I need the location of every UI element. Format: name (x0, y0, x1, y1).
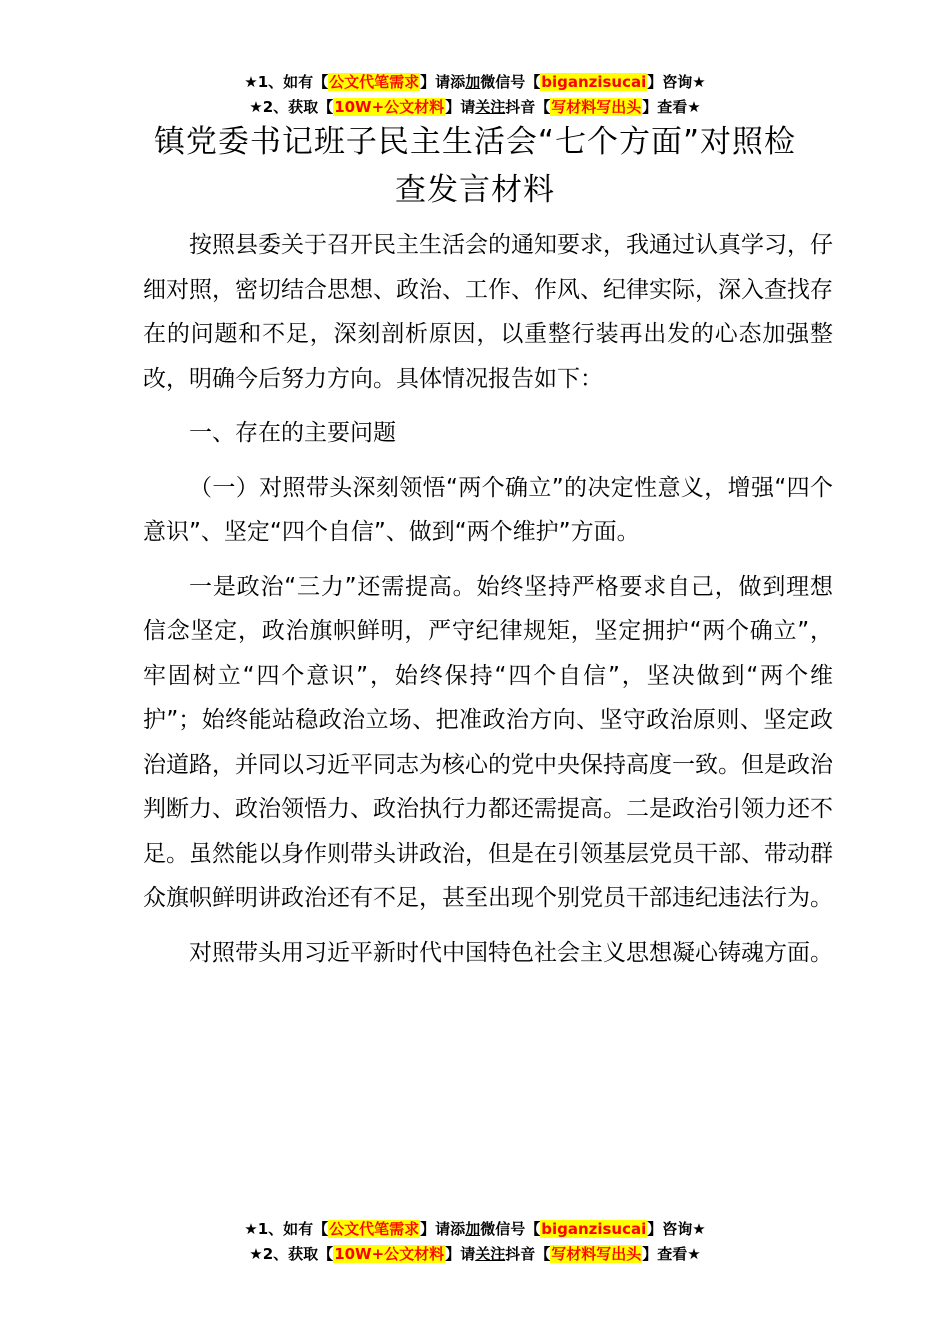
banner-text: 抖音【 (505, 1245, 551, 1263)
banner-text: ★1、如有【 (244, 1220, 329, 1238)
banner-highlight: 写材料写出头 (551, 1245, 642, 1263)
banner-highlight: biganzisucai (541, 73, 647, 91)
banner-text: 】查看★ (642, 98, 701, 116)
subsection-heading: （一）对照带头深刻领悟“两个确立”的决定性意义，增强“四个意识”、坚定“四个自信”、做到“两个维护”方面。 (143, 474, 833, 545)
banner-highlight: 10W+公文材料 (334, 98, 445, 116)
banner-text: 】请添 (420, 1220, 466, 1238)
document-body (143, 223, 833, 975)
banner-text: ★2、获取【 (249, 1245, 334, 1263)
banner-text: 】查看★ (642, 1245, 701, 1263)
banner-line-1 (0, 70, 950, 95)
document-title: 镇党委书记班子民主生活会“七个方面”对照检查发言材料 (153, 124, 797, 208)
banner-text: 】咨询★ (647, 73, 706, 91)
header-banner (0, 70, 950, 120)
banner-line-2 (0, 1242, 950, 1267)
banner-text: 】请添 (420, 73, 466, 91)
banner-underlined-text: 关注 (475, 1245, 506, 1263)
banner-highlight: 写材料写出头 (551, 98, 642, 116)
footer-banner (0, 1217, 950, 1267)
banner-text: 】请 (445, 1245, 476, 1263)
paragraph-intro: 按照县委关于召开民主生活会的通知要求，我通过认真学习，仔细对照，密切结合思想、政治、工作、作风、纪律实际，深入查找存在的问题和不足，深刻剖析原因，以重整行装再出发的心态加强整改，明确今后努力方向。具体情况报告如下： (143, 232, 833, 392)
banner-highlight: biganzisucai (541, 1220, 647, 1238)
paragraph-body: 一是政治“三力”还需提高。始终坚持严格要求自己，做到理想信念坚定，政治旗帜鲜明，严守纪律规矩，坚定拥护“两个确立”，牢固树立“四个意识”，始终保持“四个自信”，坚决做到“两个维护”；始终能站稳政治立场、把准政治方向、坚守政治原则、坚定政治道路，并同以习近平同志为核心的党中央保持高度一致。但是政治判断力、政治领悟力、政治执行力都还需提高。二是政治引领力还不足。虽然能以身作则带头讲政治，但是在引领基层党员干部、带动群众旗帜鲜明讲政治还有不足，甚至出现个别党员干部违纪违法行为。 (143, 573, 833, 911)
banner-text: ★1、如有【 (244, 73, 329, 91)
banner-highlight: 公文代笔需求 (329, 73, 420, 91)
banner-text: 】请 (445, 98, 476, 116)
banner-highlight: 10W+公文材料 (334, 1245, 445, 1263)
banner-line-1 (0, 1217, 950, 1242)
banner-text: ★2、获取【 (249, 98, 334, 116)
paragraph-body: 对照带头用习近平新时代中国特色社会主义思想凝心铸魂方面。 (189, 939, 833, 966)
banner-text: 抖音【 (505, 98, 551, 116)
banner-text: 】咨询★ (647, 1220, 706, 1238)
banner-underlined-text: 加 (465, 1220, 481, 1238)
section-heading: 一、存在的主要问题 (189, 420, 396, 446)
banner-underlined-text: 加 (465, 73, 481, 91)
banner-text: 微信号【 (480, 73, 541, 91)
banner-line-2 (0, 95, 950, 120)
banner-underlined-text: 关注 (475, 98, 506, 116)
banner-highlight: 公文代笔需求 (329, 1220, 420, 1238)
banner-text: 微信号【 (480, 1220, 541, 1238)
